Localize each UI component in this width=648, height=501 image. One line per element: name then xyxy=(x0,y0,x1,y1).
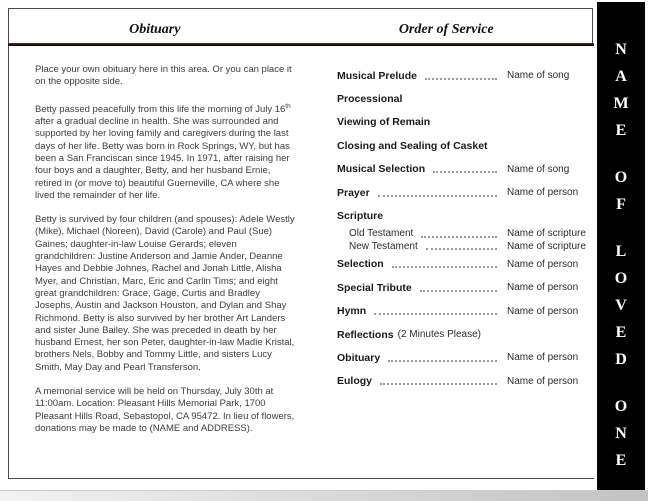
banner-letter: A xyxy=(615,68,627,85)
banner-letter: D xyxy=(615,351,627,368)
dotted-leader xyxy=(425,78,497,80)
page-border-bottom xyxy=(8,478,594,479)
order-item-hymn: Hymn Name of person xyxy=(337,305,579,318)
banner-letter: N xyxy=(615,41,627,58)
banner-letter: O xyxy=(614,270,628,287)
banner-letter: O xyxy=(614,398,628,415)
order-item-scripture: Scripture xyxy=(337,210,384,223)
dotted-leader xyxy=(426,248,497,250)
banner-letter: N xyxy=(615,425,627,442)
reflections-note: (2 Minutes Please) xyxy=(397,329,481,341)
order-item-musical-prelude: Musical Prelude Name of song xyxy=(337,69,570,82)
dotted-leader xyxy=(420,290,497,292)
order-item-processional: Processional xyxy=(337,93,403,106)
header-rule xyxy=(8,43,594,46)
page-bottom-edge xyxy=(0,490,648,501)
dotted-leader xyxy=(374,313,497,315)
dotted-leader xyxy=(421,236,497,238)
order-of-service-title: Order of Service xyxy=(398,22,494,37)
order-subitem-new-testament: New Testament Name of scripture xyxy=(349,240,586,252)
page-border-left xyxy=(8,46,9,478)
banner-letter: M xyxy=(613,95,629,112)
dotted-leader xyxy=(388,360,497,362)
obituary-paragraph-life: Betty passed peacefully from this life the morning of July 16th after a gradual decline in health. She was surrounded and supported by her loving family and caregivers during the last days of her life. Betty was born in Rock Springs, WY, but has been a San Franciscan since 1945. In 1971, after raising her four boys and a daughter, Betty, and her husband Ernie, retired in (or move to) beautiful Guerneville, CA where she lived the remainder of her life. xyxy=(35,102,291,201)
order-item-selection: Selection Name of person xyxy=(337,258,579,271)
dotted-leader xyxy=(378,195,497,197)
order-item-musical-selection: Musical Selection Name of song xyxy=(337,163,570,176)
order-of-service-list xyxy=(337,64,593,393)
name-of-loved-one-banner xyxy=(597,2,645,490)
header xyxy=(8,8,593,43)
obituary-paragraph-service: A memorial service will be held on Thursday, July 30th at 11:00am. Location: Pleasant Hills Memorial Park, 1700 Pleasant Hills Road, Sebastopol, CA 95472. In lieu of flowers, donations may be made to (NAME and ADDRESS). xyxy=(35,385,295,434)
banner-letter: E xyxy=(615,122,627,139)
dotted-leader xyxy=(392,266,497,268)
order-subitem-old-testament: Old Testament Name of scripture xyxy=(349,228,586,240)
dotted-leader xyxy=(380,383,497,385)
banner-letter: F xyxy=(616,196,626,213)
order-item-special-tribute: Special Tribute Name of person xyxy=(337,281,579,294)
order-item-reflections: Reflections (2 Minutes Please) xyxy=(337,328,481,341)
order-item-prayer: Prayer Name of person xyxy=(337,186,579,199)
banner-letter: L xyxy=(615,243,627,260)
dotted-leader xyxy=(433,171,497,173)
order-item-viewing-of-remain: Viewing of Remain xyxy=(337,116,431,129)
banner-letter: O xyxy=(614,169,628,186)
obituary-placeholder-paragraph: Place your own obituary here in this area. Or you can place it on the opposite side. xyxy=(35,64,292,88)
banner-letter: E xyxy=(615,452,627,469)
order-item-obituary: Obituary Name of person xyxy=(337,351,579,364)
ordinal-superscript: th xyxy=(285,102,291,110)
order-item-eulogy: Eulogy Name of person xyxy=(337,375,579,388)
obituary-paragraph-survived: Betty is survived by four children (and spouses): Adele Westly (Mike), Michael (Noreen), David (Carole) and Paul (Sue) Gaines; daughter-in-law Louise Gerards; eleven grandchildren: Justine Anderson and Jamie Ander, Deanne Hayes and Debbie Johnes, Rachel and Jonah Little, Alisha Myer, and Christian, Marc, Eric and Carlin Tims; and eight great grandchildren: Grace, Gage, Curtis and Bradley Josephs, Austin and Jackson Houston, and Dylan and Shay Richmond. Betty is also survived by her brother Art Landers and sister June Bailey. She was preceded in death by her husband Ernest, her son Peter, daughter-in-law Madie Kristal, brothers Nels, Bobby and Tommy Little, and sisters Lucy Smith, May Day and Pearl Transferson. xyxy=(35,214,295,373)
banner-letter: E xyxy=(615,324,627,341)
obituary-text-column xyxy=(35,64,298,447)
banner-letter: V xyxy=(615,297,627,314)
obituary-title: Obituary xyxy=(129,22,181,37)
order-item-closing-and-sealing: Closing and Sealing of Casket xyxy=(337,139,488,152)
